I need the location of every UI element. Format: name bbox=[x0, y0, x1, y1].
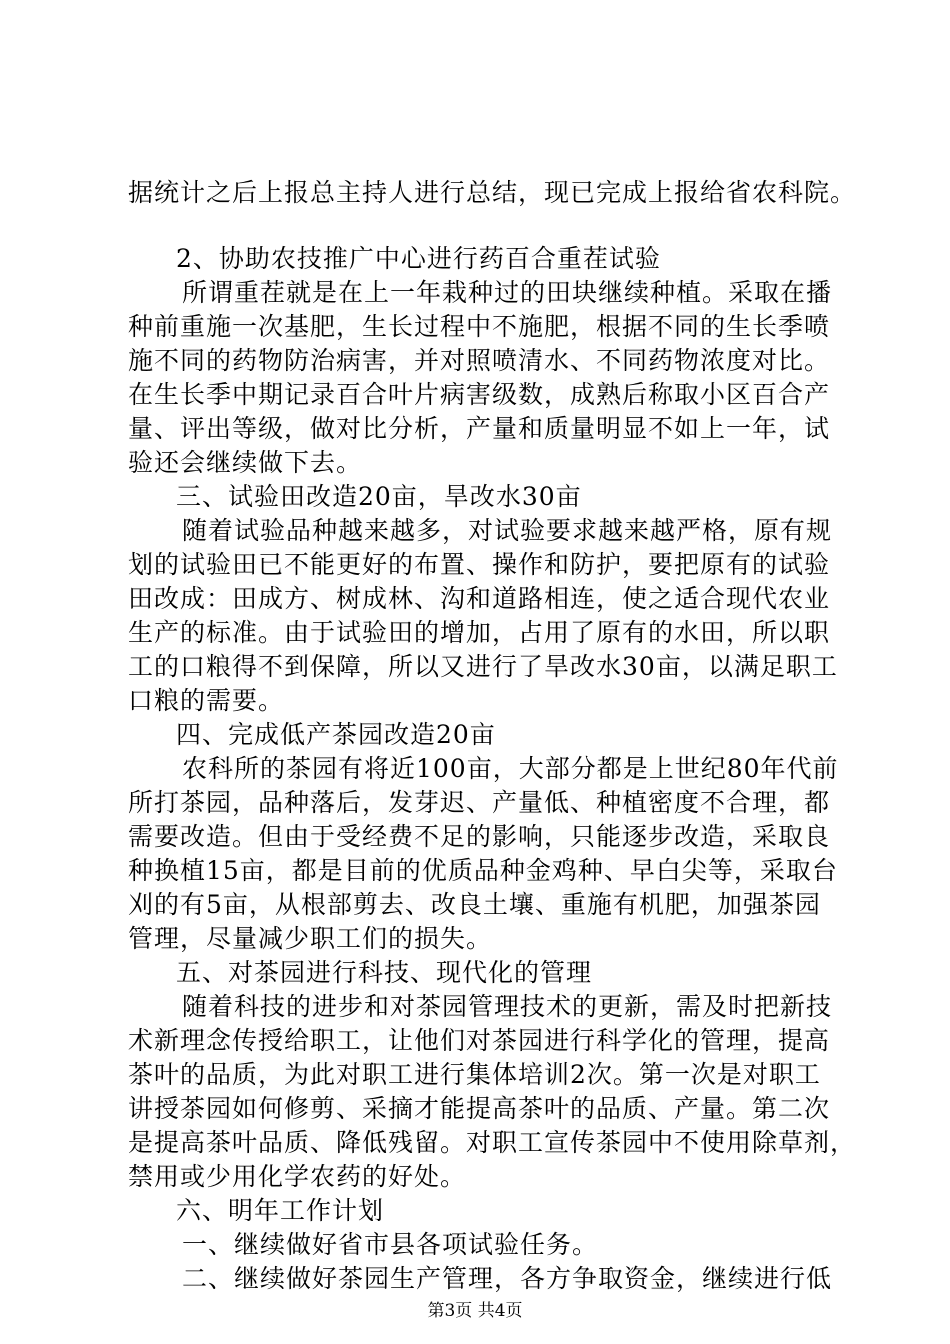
page-number-footer: 第3页 共4页 bbox=[427, 1301, 523, 1321]
section-heading: 五、对茶园进行科技、现代化的管理 bbox=[176, 958, 593, 987]
section-heading: 六、明年工作计划 bbox=[176, 1196, 385, 1225]
text-line: 所打茶园，品种落后，发芽迟、产量低、种植密度不合理，都 bbox=[128, 788, 831, 817]
text-line: 术新理念传授给职工，让他们对茶园进行科学化的管理，提高 bbox=[128, 1026, 831, 1055]
text-line: 生产的标准。由于试验田的增加，占用了原有的水田，所以职 bbox=[128, 618, 831, 647]
text-line: 禁用或少用化学农药的好处。 bbox=[128, 1162, 467, 1191]
text-line: 所谓重茬就是在上一年栽种过的田块继续种植。采取在播 bbox=[182, 278, 833, 307]
text-line: 需要改造。但由于受经费不足的影响，只能逐步改造，采取良 bbox=[128, 822, 831, 851]
text-line: 随着试验品种越来越多，对试验要求越来越严格，原有规 bbox=[182, 516, 833, 545]
section-heading: 2、协助农技推广中心进行药百合重茬试验 bbox=[176, 244, 661, 273]
text-line: 工的口粮得不到保障，所以又进行了旱改水30亩，以满足职工 bbox=[128, 652, 838, 681]
text-line: 茶叶的品质，为此对职工进行集体培训2次。第一次是对职工 bbox=[128, 1060, 821, 1089]
text-line: 种换植15亩，都是目前的优质品种金鸡种、早白尖等，采取台 bbox=[128, 856, 838, 885]
text-line: 二、继续做好茶园生产管理，各方争取资金，继续进行低 bbox=[182, 1264, 833, 1293]
text-line: 验还会继续做下去。 bbox=[128, 448, 363, 477]
text-line: 在生长季中期记录百合叶片病害级数，成熟后称取小区百合产 bbox=[128, 380, 831, 409]
text-line: 是提高茶叶品质、降低残留。对职工宣传茶园中不使用除草剂， bbox=[128, 1128, 857, 1157]
section-heading: 四、完成低产茶园改造20亩 bbox=[176, 720, 496, 749]
text-line: 管理，尽量减少职工们的损失。 bbox=[128, 924, 493, 953]
text-line: 刈的有5亩，从根部剪去、改良土壤、重施有机肥，加强茶园 bbox=[128, 890, 821, 919]
text-line: 划的试验田已不能更好的布置、操作和防护，要把原有的试验 bbox=[128, 550, 831, 579]
text-line: 农科所的茶园有将近100亩，大部分都是上世纪80年代前 bbox=[182, 754, 839, 783]
text-line: 随着科技的进步和对茶园管理技术的更新，需及时把新技 bbox=[182, 992, 833, 1021]
text-line: 种前重施一次基肥，生长过程中不施肥，根据不同的生长季喷 bbox=[128, 312, 831, 341]
text-line: 施不同的药物防治病害，并对照喷清水、不同药物浓度对比。 bbox=[128, 346, 831, 375]
section-heading: 三、试验田改造20亩，旱改水30亩 bbox=[176, 482, 582, 511]
text-line: 口粮的需要。 bbox=[128, 686, 285, 715]
text-line: 田改成：田成方、树成林、沟和道路相连，使之适合现代农业 bbox=[128, 584, 831, 613]
text-line: 据统计之后上报总主持人进行总结，现已完成上报给省农科院。 bbox=[128, 178, 857, 207]
text-line: 讲授茶园如何修剪、采摘才能提高茶叶的品质、产量。第二次 bbox=[128, 1094, 831, 1123]
text-line: 量、评出等级，做对比分析，产量和质量明显不如上一年，试 bbox=[128, 414, 831, 443]
text-line: 一、继续做好省市县各项试验任务。 bbox=[182, 1230, 599, 1259]
